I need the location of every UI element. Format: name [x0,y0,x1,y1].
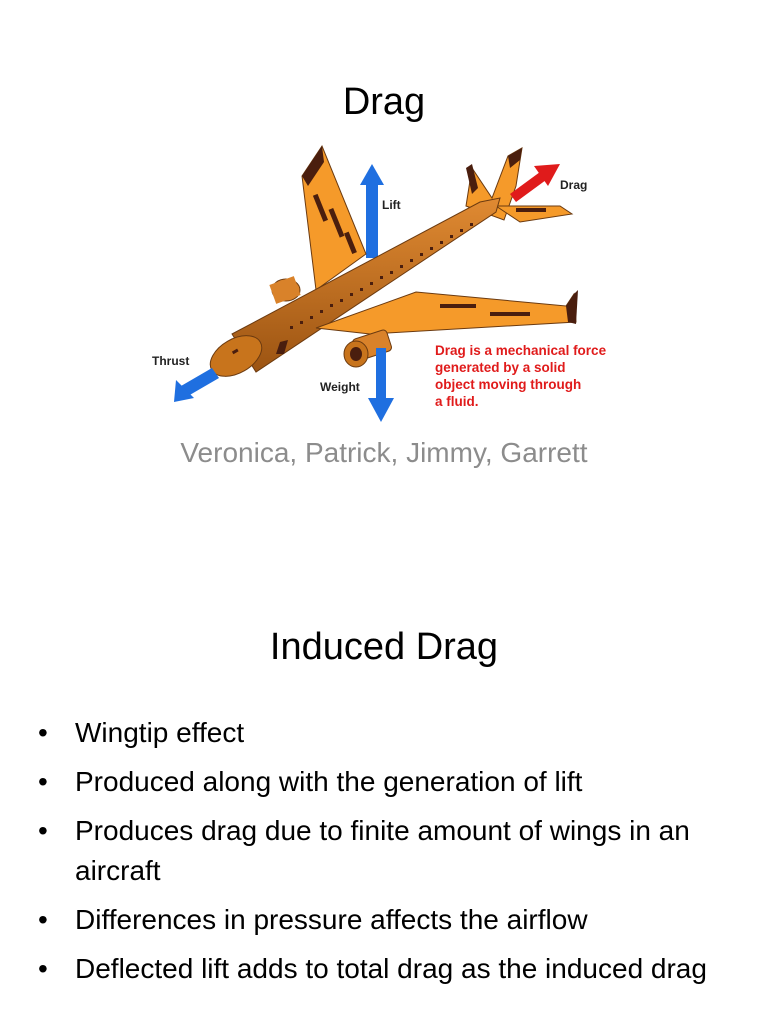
bullet-dot-icon: • [38,717,48,748]
bullet-item [38,762,738,802]
note-line: generated by a solid [435,360,566,375]
bullet-text: Produces drag due to finite amount of wings in an aircraft [75,815,690,886]
note-line: a fluid. [435,394,479,409]
thrust-label: Thrust [152,354,190,368]
bullet-item [38,811,738,891]
bullet-item [38,713,738,753]
bullet-text: Wingtip effect [75,717,245,748]
drag-definition-note [435,342,640,410]
bullet-text: Deflected lift adds to total drag as the induced drag [75,953,707,984]
lift-arrow [360,164,384,258]
weight-label: Weight [320,380,360,394]
presenters-subtitle: Veronica, Patrick, Jimmy, Garrett [180,437,588,468]
slide-induced-drag [0,500,768,1024]
slide-drag [0,0,768,500]
bullet-text: Differences in pressure affects the airflow [75,904,588,935]
bullet-item [38,900,738,940]
bullet-list [38,713,738,998]
note-line: object moving through [435,377,582,392]
thrust-arrow [174,368,219,402]
slide-title: Drag [342,81,426,123]
bullet-dot-icon: • [38,815,48,846]
lift-label: Lift [382,198,401,212]
drag-label: Drag [560,178,588,192]
airplane-forces-figure [120,128,640,428]
bullet-dot-icon: • [38,953,48,984]
note-line: Drag is a mechanical force [435,343,607,358]
bullet-dot-icon: • [38,766,48,797]
bullet-item [38,949,738,989]
weight-arrow [368,348,394,422]
slide-title: Induced Drag [269,626,499,668]
bullet-dot-icon: • [38,904,48,935]
bullet-text: Produced along with the generation of lift [75,766,583,797]
